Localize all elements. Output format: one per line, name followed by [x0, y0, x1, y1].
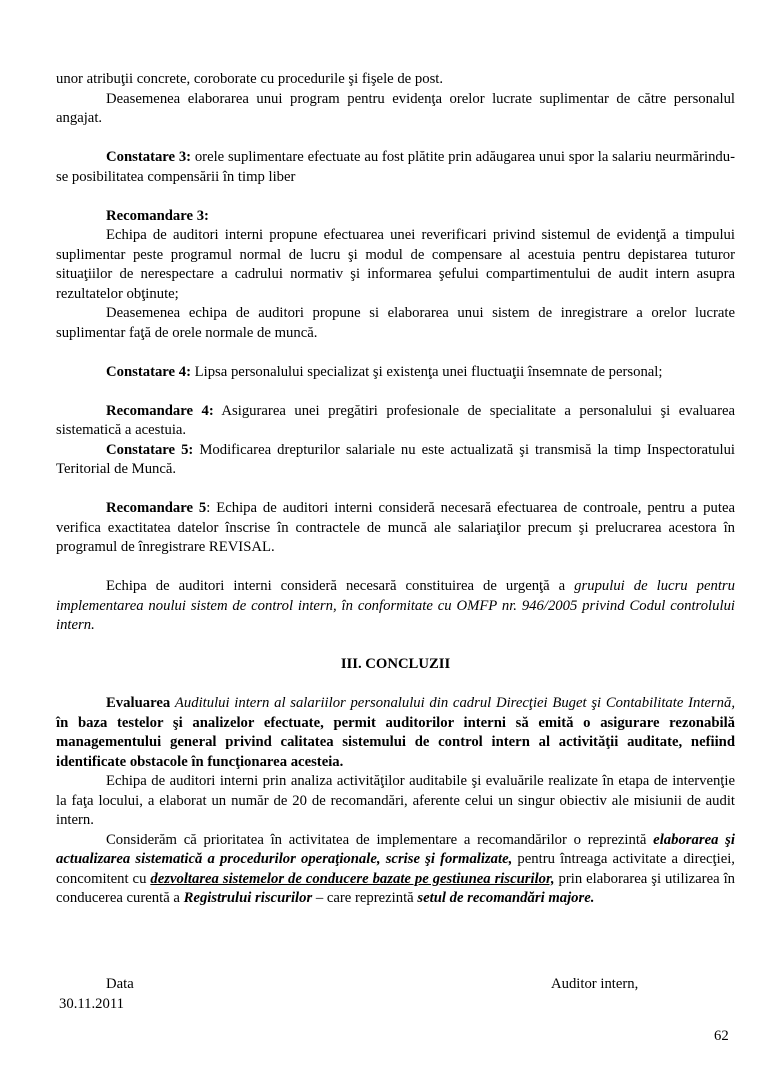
risk-register: Registrului riscurilor	[183, 890, 313, 906]
recommendation-5-text: : Echipa de auditori interni consideră necesară efectuarea de controale, pentru a putea verifica exactitatea datelor înscrise în contractele de muncă ale salariaţilor precum şi prelucrarea acestora în programul de înregistrare REVISAL.	[56, 500, 735, 555]
recommendation-5	[56, 499, 735, 558]
finding-4-text: Lipsa personalului specializat şi existenţa unei fluctuaţii însemnate de personal;	[190, 363, 663, 380]
priority-paragraph: Considerăm că prioritatea în activitatea de implementare a recomandărilor o reprezintă elaborarea şi actualizarea sistematică a procedurilor operaţionale, scrise şi formalizate, pentru întreaga activitate a direcţiei, concomitent cu dezvoltarea sistemelor de conducere bazate pe gestiunea riscurilor, prin elaborarea şi utilizarea în conducerea curentă a Registrului riscurilor – care reprezintă setul de recomandări majore.	[56, 831, 735, 906]
auditor-label: Auditor intern,	[551, 976, 639, 992]
date-label: Data	[106, 976, 134, 992]
finding-5-label: Constatare 5:	[106, 441, 194, 458]
page-number: 62	[714, 1028, 729, 1044]
working-group-paragraph: Echipa de auditori interni consideră necesară constituirea de urgenţă a grupului de lucru pentru implementarea noului sistem de control intern, în conformitate cu OMFP nr. 946/2005 privind Codul controlului intern.	[56, 578, 735, 633]
evaluation-label: Evaluarea	[106, 695, 175, 711]
recommendation-3-text: Echipa de auditori interni propune efectuarea unei reverificari privind sistemul de evidenţă a timpului suplimentar peste programul normal de lucru şi modul de compensare al acestuia pentru depistarea tuturor situaţiilor de nerespectare a cadrului normativ şi informarea şefului compartimentului de audit intern asupra rezultatelor obţinute;	[56, 227, 735, 302]
major-recommendations: setul de recomandări majore.	[417, 890, 595, 906]
signature-block	[56, 975, 735, 1015]
recommendation-3-text-2: Deasemenea echipa de auditori propune si elaborarea unui sistem de inregistrare a orelor lucrate suplimentar faţă de orele normale de muncă.	[56, 305, 735, 341]
priority-risk-systems: dezvoltarea sistemelor de conducere bazate pe gestiunea riscurilor,	[150, 870, 555, 887]
finding-4-label: Constatare 4:	[106, 363, 191, 380]
finding-4	[56, 363, 735, 383]
paragraph-continuation: unor atribuţii concrete, coroborate cu procedurile şi fişele de post.	[56, 71, 444, 87]
recommendation-4	[56, 402, 735, 441]
document-body	[56, 70, 735, 909]
priority-procedures: elaborarea şi actualizarea sistematică a procedurilor operaţionale, scrise şi formalizate,	[56, 831, 735, 867]
recommendations-count-paragraph: Echipa de auditori interni prin analiza activităţilor auditabile şi evaluările realizate în etapa de intervenţie la faţa locului, a elaborat un număr de 20 de recomandări, aferente celui un singur obiectiv ale misiunii de audit intern.	[56, 773, 735, 828]
recommendation-4-text: Asigurarea unei pregătiri profesionale de specialitate a personalului şi evaluarea sistematică a acestuia.	[56, 402, 735, 438]
recommendation-3-label: Recomandare 3:	[106, 207, 209, 224]
evaluation-conclusion: în baza testelor şi analizelor efectuate, permit auditorilor interni să emită o asigurare rezonabilă managementului general privind calitatea sistemului de control intern al activităţii auditate, nefiind identificate obstacole în funcţionarea acesteia.	[56, 714, 735, 770]
evaluation-paragraph	[56, 694, 735, 772]
finding-3-text: orele suplimentare efectuate au fost plătite prin adăugarea unui spor la salariu neurmărindu-se posibilitatea compensării în timp liber	[56, 149, 736, 185]
paragraph-program: Deasemenea elaborarea unui program pentru evidenţa orelor lucrate suplimentar de către personalul angajat.	[56, 90, 735, 126]
finding-3-label: Constatare 3:	[106, 149, 192, 165]
finding-3	[56, 148, 735, 187]
finding-5	[56, 441, 735, 480]
recommendation-5-label: Recomandare 5	[106, 500, 207, 516]
evaluation-subject: Auditului intern al salariilor personalului din cadrul Direcţiei Buget şi Contabilitate Internă,	[174, 695, 735, 711]
recommendation-4-label: Recomandare 4:	[106, 402, 214, 419]
date-value: 30.11.2011	[59, 996, 125, 1012]
working-group-emphasis: grupului de lucru pentru implementarea noului sistem de control intern, în conformitate cu OMFP nr. 946/2005 privind Codul controlului intern.	[56, 578, 735, 633]
section-title: III. CONCLUZII	[340, 656, 451, 672]
finding-5-text: Modificarea drepturilor salariale nu este actualizată şi transmisă la timp Inspectoratului Teritorial de Muncă.	[56, 441, 736, 477]
